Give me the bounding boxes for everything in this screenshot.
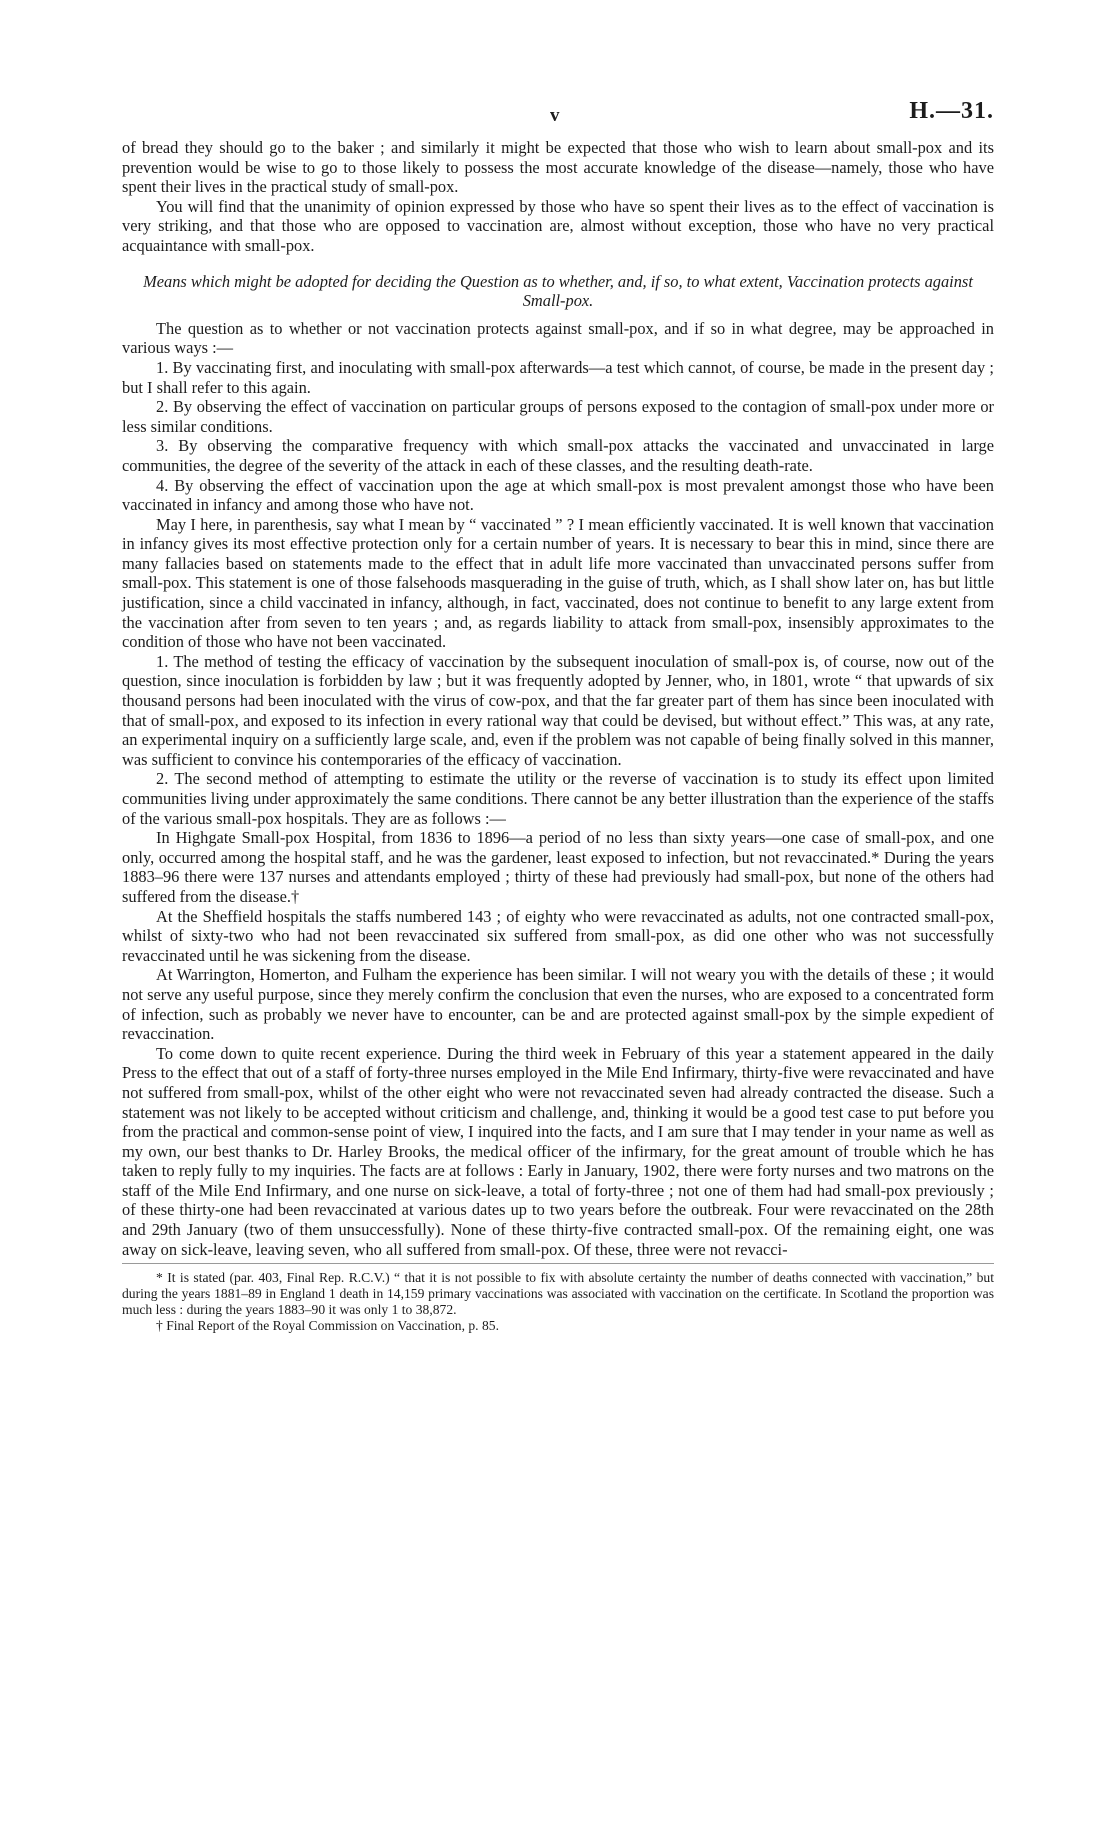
document-code: H.—31. [909,98,994,124]
page-header [122,100,994,138]
body-paragraph: You will find that the unanimity of opinion expressed by those who have so spent their lives as to the effect of vaccination is very striking, and that those who are opposed to vaccination are, almost without exception, those who have no very practical acquaintance with small-pox. [122,196,994,255]
body-paragraph: 1. The method of testing the efficacy of vaccination by the subsequent inoculation of small-pox is, of course, now out of the question, since inoculation is forbidden by law ; but it was frequently adopted by Jenner, who, in 1801, wrote “ that upwards of six thousand persons had been inoculated with the virus of cow-pox, and that the far greater part of them has since been inoculated with that of small-pox, and exposed to its infection in every rational way that could be devised, but without effect.” This was, at any rate, an experimental inquiry on a sufficiently large scale, and, even if the problem was not capable of being finally solved in this manner, was sufficient to convince his contemporaries of the efficacy of vaccination. [122,651,994,769]
body-paragraph: of bread they should go to the baker ; and similarly it might be expected that those who wish to learn about small-pox and its prevention would be wise to go to those likely to possess the most accurate knowledge of the disease—namely, those who have spent their lives in the practical study of small-pox. [122,138,994,197]
body-paragraph: May I here, in parenthesis, say what I mean by “ vaccinated ” ? I mean efficiently vaccinated. It is well known that vaccination in infancy gives its most effective protection only for a certain number of years. It is necessary to bear this in mind, since there are many fallacies based on statements made to the effect that in adult life more vaccinated than unvaccinated persons suffer from small-pox. This statement is one of those falsehoods masquerading in the guise of truth, which, as I shall show later on, has but little justification, since a child vaccinated in infancy, although, in fact, vaccinated, does not continue to benefit to any large extent from the vaccination after from seven to ten years ; and, as regards liability to attack from small-pox, insensibly approximates to the condition of those who have not been vaccinated. [122,514,994,652]
footnote: † Final Report of the Royal Commission on Vaccination, p. 85. [156,1318,499,1334]
body-paragraph: In Highgate Small-pox Hospital, from 1836 to 1896—a period of no less than sixty years—one case of small-pox, and one only, occurred among the hospital staff, and he was the gardener, least exposed to infection, but not revaccinated.* During the years 1883–96 there were 137 nurses and attendants employed ; thirty of these had previously had small-pox, but none of the others had suffered from the disease.† [122,828,994,906]
body-paragraph: To come down to quite recent experience. During the third week in February of this year a statement appeared in the daily Press to the effect that out of a staff of forty-three nurses employed in the Mile End Infirmary, thirty-five were revaccinated and have not suffered from small-pox, whilst of the other eight who were not revaccinated seven had already contracted the disease. Such a statement was not likely to be accepted without criticism and challenge, and, thinking it would be a good test case to put before you from the practical and common-sense point of view, I inquired into the facts, and I am sure that I may tender in your name as well as my own, our best thanks to Dr. Harley Brooks, the medical officer of the infirmary, for the great amount of trouble which he has taken to reply fully to my inquiries. The facts are at follows : Early in January, 1902, there were forty nurses and two matrons on the staff of the Mile End Infirmary, and one nurse on sick-leave, a total of forty-three ; not one of them had had small-pox previously ; of these thirty-one had been revaccinated at various dates up to two years before the outbreak. Four were revaccinated on the 28th and 29th January (two of them unsuccessfully). None of these thirty-five contracted small-pox. Of the remaining eight, one was away on sick-leave, leaving seven, who all suffered from small-pox. Of these, three were not revacci- [122,1043,994,1259]
footnotes [122,1263,994,1334]
body-paragraph: 3. By observing the comparative frequency with which small-pox attacks the vaccinated and unvaccinated in large communities, the degree of the severity of the attack in each of these classes, and the resulting death-rate. [122,436,994,475]
body-paragraph: 1. By vaccinating first, and inoculating with small-pox afterwards—a test which cannot, of course, be made in the present day ; but I shall refer to this again. [122,357,994,397]
body-paragraph: At the Sheffield hospitals the staffs numbered 143 ; of eighty who were revaccinated as adults, not one contracted small-pox, whilst of sixty-two who had not been revaccinated six suffered from small-pox, as did one other who was not successfully revaccinated until he was sickening from the disease. [122,906,994,965]
body-paragraph: At Warrington, Homerton, and Fulham the experience has been similar. I will not weary you with the details of these ; it would not serve any useful purpose, since they merely confirm the conclusion that even the nurses, who are exposed to a concentrated form of infection, such as probably we never have to encounter, can be and are protected against small-pox by the simple expedient of revaccination. [122,965,994,1044]
section-heading: Means which might be adopted for deciding the Question as to whether, and, if so, to what extent, Vaccination protects against Small-pox. [143,271,973,311]
footnote: * It is stated (par. 403, Final Rep. R.C.V.) “ that it is not possible to fix with absolute certainty the number of deaths connected with vaccination,” but during the years 1881–89 in England 1 death in 14,159 primary vaccinations was associated with vaccination on the certificate. In Scotland the proportion was much less : during the years 1883–90 it was only 1 to 38,872. [122,1270,994,1318]
body-paragraph: 2. By observing the effect of vaccination on particular groups of persons exposed to the contagion of small-pox under more or less similar conditions. [122,397,994,436]
body-paragraph: 4. By observing the effect of vaccination upon the age at which small-pox is most prevalent amongst those who have been vaccinated in infancy and among those who have not. [122,475,994,515]
body-paragraph: 2. The second method of attempting to estimate the utility or the reverse of vaccination is to study its effect upon limited communities living under approximately the same conditions. There cannot be any better illustration than the experience of the staffs of the various small-pox hospitals. They are as follows :— [122,769,994,828]
document-page [122,100,994,1334]
page-number: v [550,105,560,126]
body-paragraph: The question as to whether or not vaccination protects against small-pox, and if so in what degree, may be approached in various ways :— [122,318,994,358]
